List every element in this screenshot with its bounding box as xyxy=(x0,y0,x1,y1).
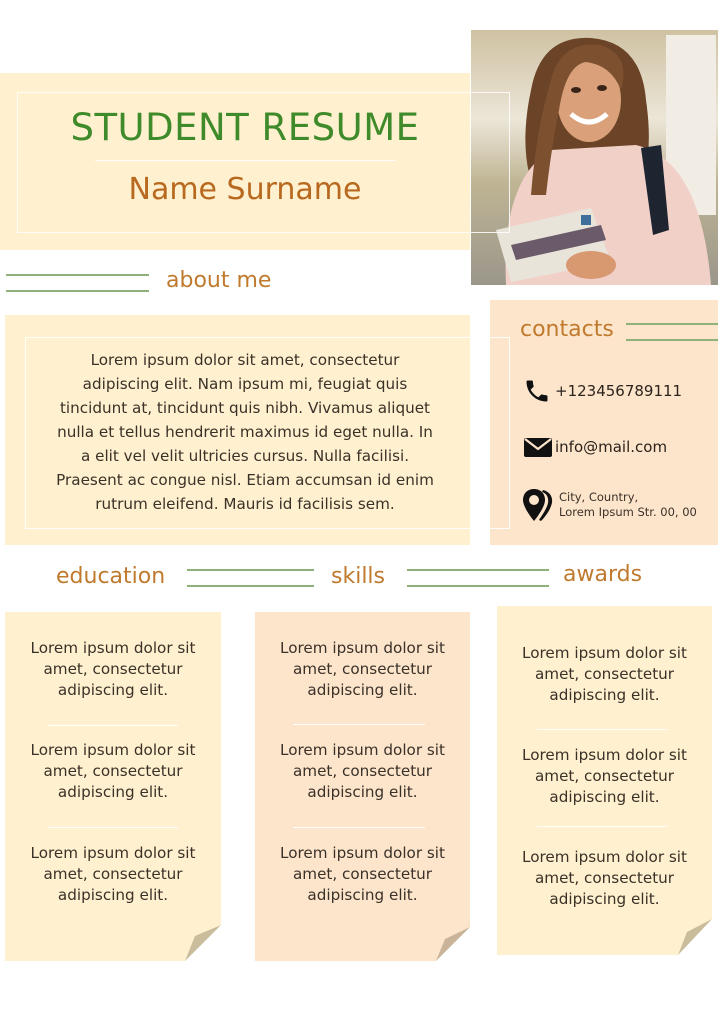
skills-awards-rule xyxy=(407,569,549,587)
list-item: Lorem ipsum dolor sit amet, consectetur adipiscing elit. xyxy=(280,844,445,904)
education-heading: education xyxy=(56,564,166,589)
phone-number: +123456789111 xyxy=(555,382,683,400)
education-card xyxy=(5,612,221,961)
item-divider xyxy=(48,827,178,828)
contacts-heading: contacts xyxy=(520,317,614,342)
title-divider xyxy=(95,160,395,161)
location-pin-icon xyxy=(521,487,559,523)
awards-heading: awards xyxy=(563,562,643,587)
contacts-heading-rule xyxy=(626,323,718,341)
contact-phone[interactable] xyxy=(523,375,682,407)
item-divider xyxy=(537,729,667,730)
about-line: Lorem ipsum dolor sit amet, consectetur xyxy=(90,351,400,369)
about-line: a elit vel velit ultricies cursus. Nulla facilisi. xyxy=(80,447,410,465)
address-text xyxy=(559,490,697,520)
list-item: Lorem ipsum dolor sit amet, consectetur adipiscing elit. xyxy=(522,644,687,704)
about-heading-rule xyxy=(6,274,149,292)
list-item: Lorem ipsum dolor sit amet, consectetur adipiscing elit. xyxy=(30,639,196,699)
list-item: Lorem ipsum dolor sit amet, consectetur adipiscing elit. xyxy=(522,746,687,806)
list-item: Lorem ipsum dolor sit amet, consectetur adipiscing elit. xyxy=(30,844,196,904)
about-text xyxy=(40,348,450,516)
about-heading: about me xyxy=(166,268,272,293)
student-name: Name Surname xyxy=(128,172,362,207)
address-line-1: City, Country, xyxy=(559,490,639,504)
profile-photo xyxy=(471,30,718,285)
about-line: nulla et tellus hendrerit maximus id eget nulla. In xyxy=(57,423,433,441)
skills-heading: skills xyxy=(331,564,386,589)
about-line: rutrum eleifend. Mauris id facilisis sem. xyxy=(95,495,395,513)
skills-card xyxy=(255,612,470,961)
about-line: tincidunt at, tincidunt quis nibh. Vivamus aliquet xyxy=(59,399,431,417)
mail-icon xyxy=(523,431,555,463)
item-divider xyxy=(48,725,178,726)
email-address: info@mail.com xyxy=(555,438,668,456)
item-divider xyxy=(293,827,425,828)
phone-icon xyxy=(523,375,555,407)
list-item: Lorem ipsum dolor sit amet, consectetur adipiscing elit. xyxy=(280,639,445,699)
header-band xyxy=(0,73,470,250)
awards-card xyxy=(497,606,712,955)
contact-email[interactable] xyxy=(523,431,667,463)
item-divider xyxy=(537,826,667,827)
contact-address xyxy=(521,487,697,523)
about-line: Praesent ac congue nisl. Etiam accumsan id enim xyxy=(56,471,434,489)
item-divider xyxy=(293,724,425,725)
list-item: Lorem ipsum dolor sit amet, consectetur adipiscing elit. xyxy=(30,741,196,801)
list-item: Lorem ipsum dolor sit amet, consectetur adipiscing elit. xyxy=(280,741,445,801)
resume-title: STUDENT RESUME xyxy=(70,106,420,149)
student-photo-illustration xyxy=(471,30,718,285)
address-line-2: Lorem Ipsum Str. 00, 00 xyxy=(559,505,697,519)
education-skills-rule xyxy=(187,569,314,587)
about-line: adipiscing elit. Nam ipsum mi, feugiat quis xyxy=(82,375,408,393)
list-item: Lorem ipsum dolor sit amet, consectetur adipiscing elit. xyxy=(522,848,687,908)
